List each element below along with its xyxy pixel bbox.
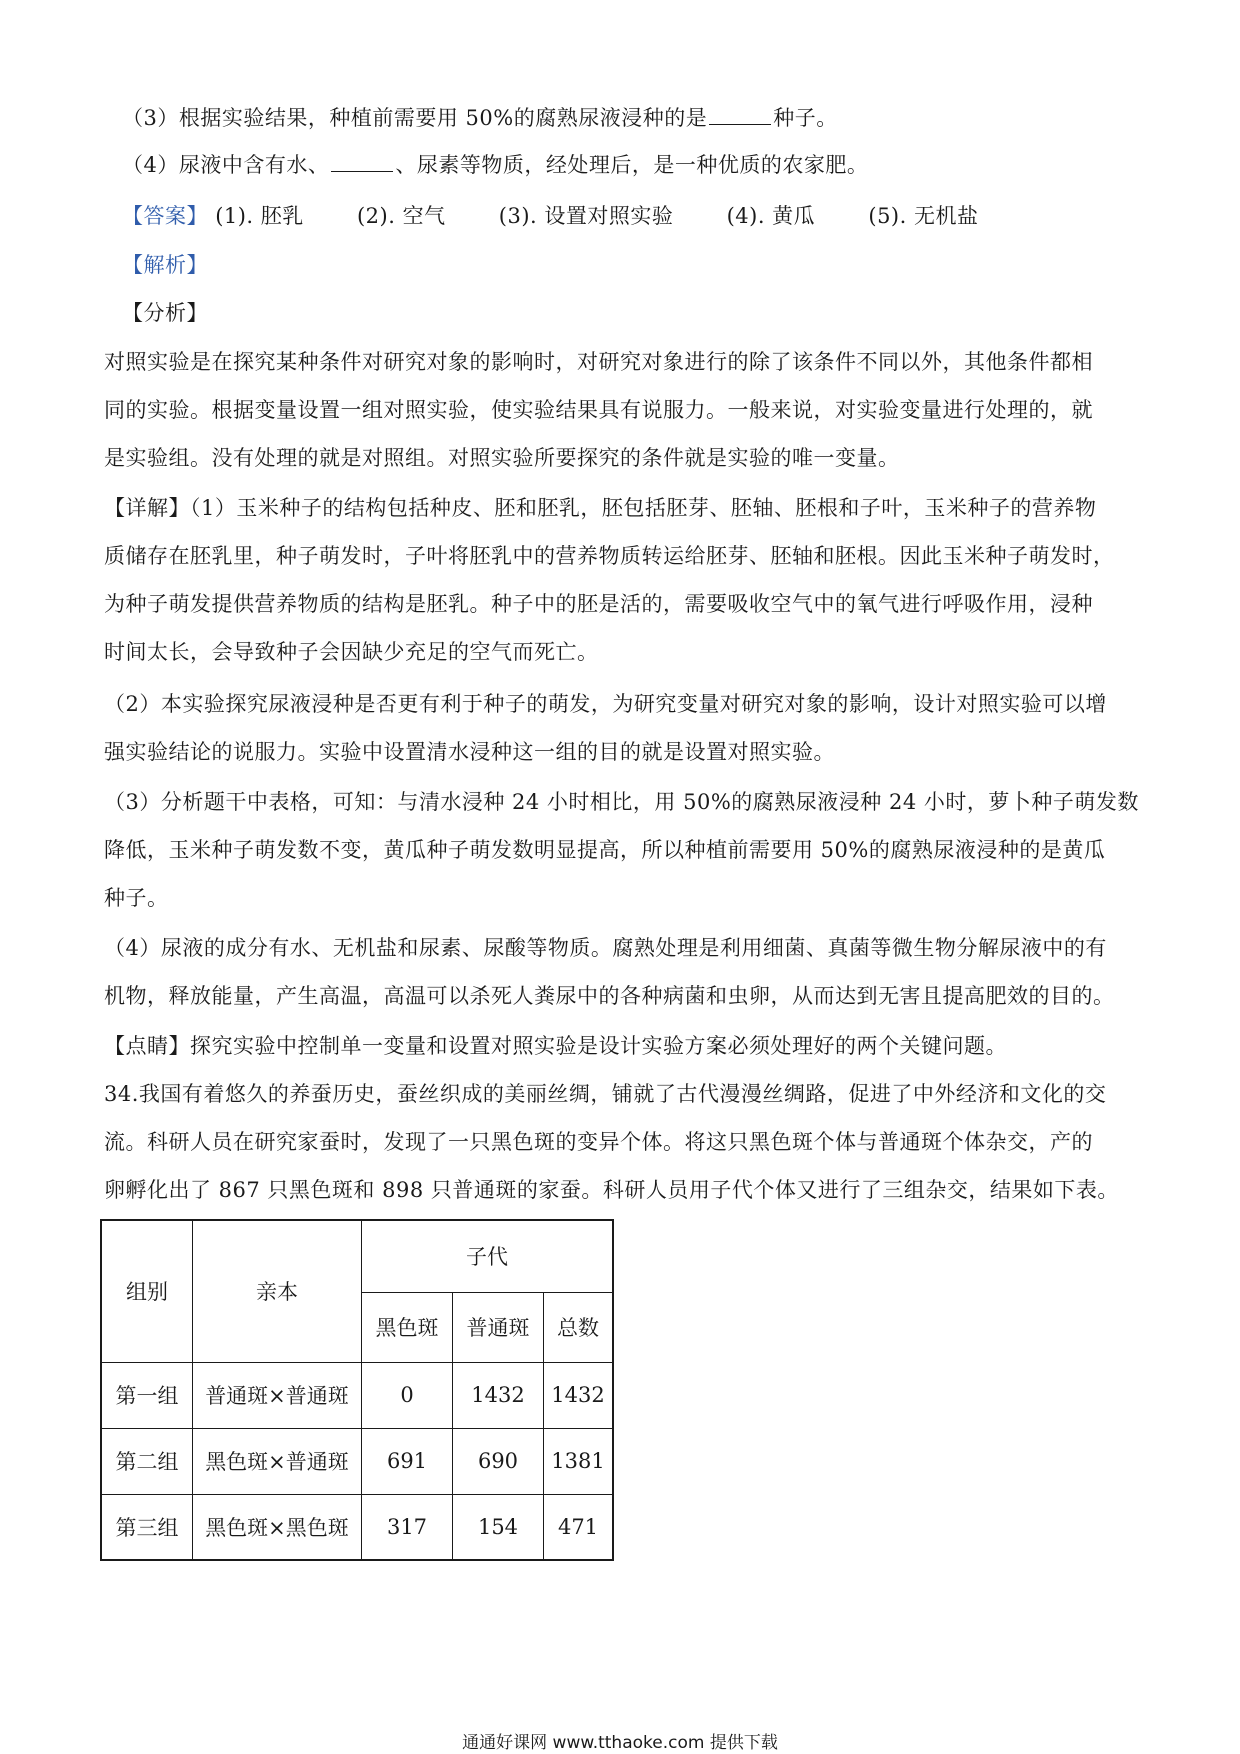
header-total: 总数 [544, 1292, 614, 1362]
detail-line: （4）尿液的成分有水、无机盐和尿素、尿酸等物质。腐熟处理是利用细菌、真菌等微生物分解尿液中的有 [104, 936, 1107, 960]
answer-tag: 【答案】 [122, 204, 208, 228]
detail-line: 强实验结论的说服力。实验中设置清水浸种这一组的目的就是设置对照实验。 [104, 740, 835, 764]
detail-line: （2）本实验探究尿液浸种是否更有利于种子的萌发，为研究变量对研究对象的影响，设计对照实验可以增 [104, 692, 1107, 716]
answer-blank[interactable] [331, 153, 393, 172]
fenxi-tag: 【分析】 [122, 301, 208, 325]
table-row: 第二组 黑色斑×普通斑 691 690 1381 [101, 1428, 613, 1494]
answer-item: (5). 无机盐 [868, 204, 979, 228]
answer-item: (4). 黄瓜 [726, 204, 816, 228]
header-offspring: 子代 [362, 1220, 614, 1292]
question-34-line: 流。科研人员在研究家蚕时，发现了一只黑色斑的变异个体。将这只黑色斑个体与普通斑个体杂交，产的 [104, 1130, 1093, 1154]
question-34-line: 34.我国有着悠久的养蚕历史，蚕丝织成的美丽丝绸，铺就了古代漫漫丝绸路，促进了中外经济和文化的交 [104, 1082, 1107, 1106]
answer-line [122, 201, 1154, 231]
question-34-line: 卵孵化出了 867 只黑色斑和 898 只普通斑的家蚕。科研人员用子代个体又进行了三组杂交，结果如下表。 [104, 1178, 1119, 1202]
answer-item: (1). 胚乳 [215, 204, 304, 228]
detail-line: 为种子萌发提供营养物质的结构是胚乳。种子中的胚是活的，需要吸收空气中的氧气进行呼吸作用，浸种 [104, 592, 1093, 616]
page-footer: 通通好课网 www.tthaoke.com 提供下载 [462, 1733, 778, 1753]
header-parent: 亲本 [193, 1220, 362, 1362]
detail-tag: 【详解】 [104, 496, 190, 520]
answer-blank[interactable] [709, 106, 771, 125]
header-group: 组别 [101, 1220, 193, 1362]
results-table [100, 1219, 614, 1561]
answer-item: (2). 空气 [356, 204, 446, 228]
table-row: 第一组 普通斑×普通斑 0 1432 1432 [101, 1362, 613, 1428]
table-row: 第三组 黑色斑×黑色斑 317 154 471 [101, 1494, 613, 1560]
answer-item: (3). 设置对照实验 [498, 204, 674, 228]
dianjing-line: 【点睛】探究实验中控制单一变量和设置对照实验是设计实验方案必须处理好的两个关键问题。 [104, 1034, 1007, 1058]
analysis-line: 是实验组。没有处理的就是对照组。对照实验所要探究的条件就是实验的唯一变量。 [104, 446, 900, 470]
detail-line: 降低，玉米种子萌发数不变，黄瓜种子萌发数明显提高，所以种植前需要用 50%的腐熟尿液浸种的是黄瓜 [104, 838, 1106, 862]
header-black: 黑色斑 [362, 1292, 453, 1362]
question-4: （4）尿液中含有水、 、尿素等物质，经处理后，是一种优质的农家肥。 [122, 153, 869, 177]
question-3: （3）根据实验结果，种植前需要用 50%的腐熟尿液浸种的是 种子。 [122, 106, 838, 130]
analysis-line: 同的实验。根据变量设置一组对照实验，使实验结果具有说服力。一般来说，对实验变量进行处理的，就 [104, 398, 1093, 422]
detail-line: （3）分析题干中表格，可知：与清水浸种 24 小时相比，用 50%的腐熟尿液浸种 24 小时，萝卜种子萌发数 [104, 790, 1139, 814]
detail-line: 质储存在胚乳里，种子萌发时，子叶将胚乳中的营养物质转运给胚芽、胚轴和胚根。因此玉米种子萌发时， [104, 544, 1115, 568]
jiexi-tag: 【解析】 [122, 253, 208, 277]
detail-line: 时间太长，会导致种子会因缺少充足的空气而死亡。 [104, 640, 599, 664]
detail-line: 机物，释放能量，产生高温，高温可以杀死人粪尿中的各种病菌和虫卵，从而达到无害且提高肥效的目的。 [104, 984, 1115, 1008]
detail-line: 【详解】（1）玉米种子的结构包括种皮、胚和胚乳，胚包括胚芽、胚轴、胚根和子叶，玉米种子的营养物 [104, 496, 1097, 520]
analysis-line: 对照实验是在探究某种条件对研究对象的影响时，对研究对象进行的除了该条件不同以外，其他条件都相 [104, 350, 1093, 374]
detail-line: 种子。 [104, 886, 169, 910]
header-normal: 普通斑 [453, 1292, 544, 1362]
